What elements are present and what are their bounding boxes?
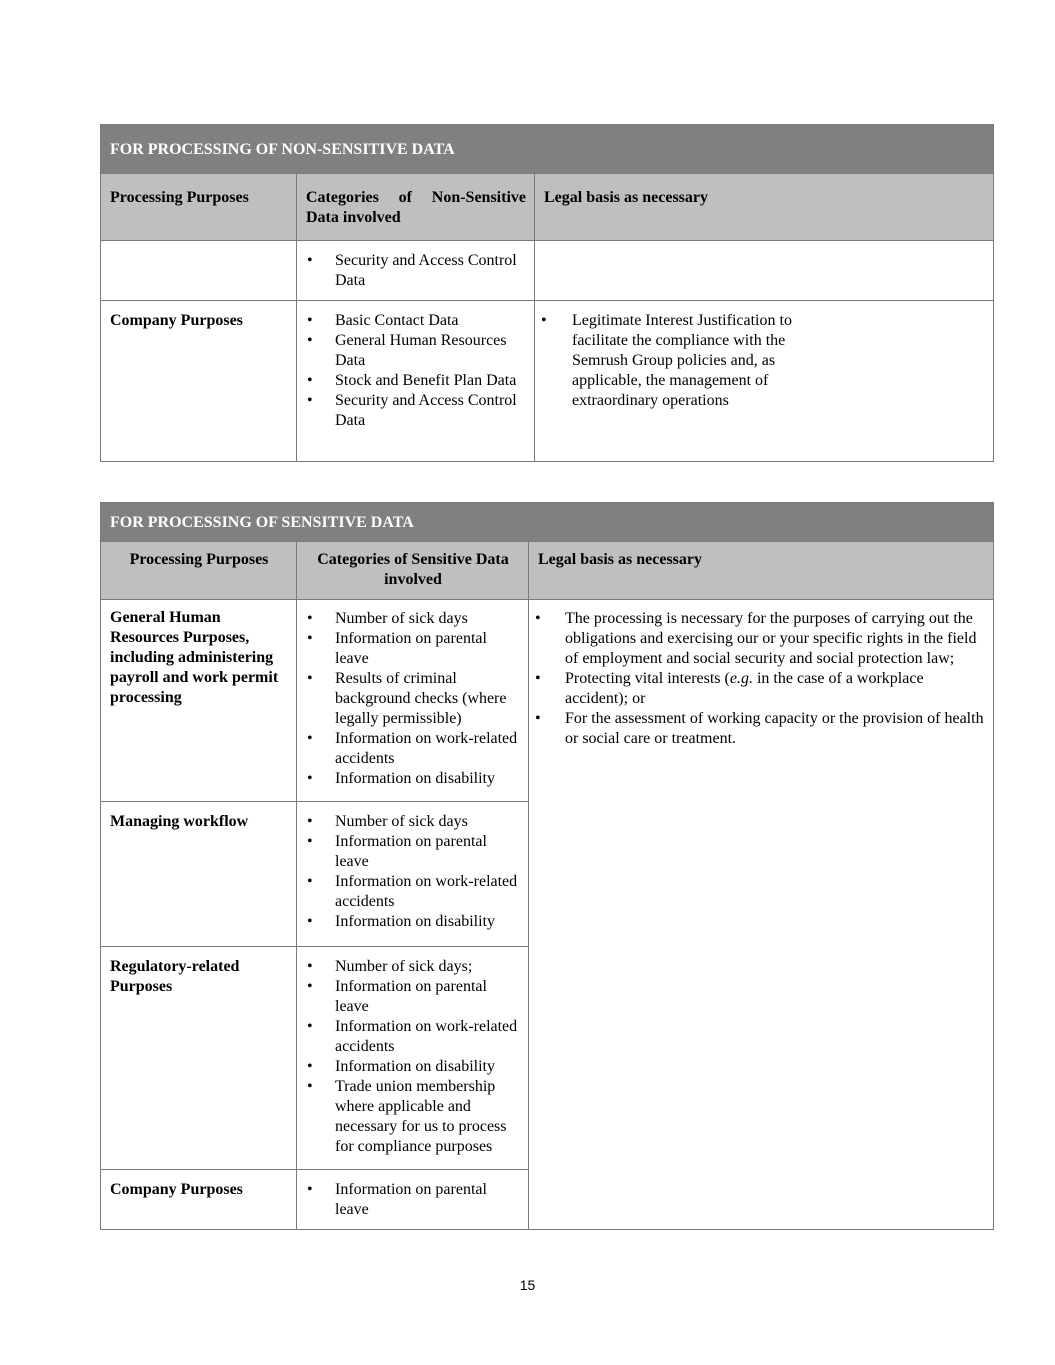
list-item (306, 832, 520, 872)
list-item-text: Information on parental leave (335, 978, 487, 1015)
bullet-icon: • (307, 1078, 313, 1095)
row-categories (297, 241, 535, 301)
list-item (541, 311, 805, 411)
list-item-text: Security and Access Control Data (335, 392, 517, 429)
row-purpose: Managing workflow (101, 802, 297, 947)
bullet-icon: • (307, 730, 313, 747)
header-legal-basis: Legal basis as necessary (535, 174, 994, 241)
list-item-text: Number of sick days; (335, 958, 473, 975)
list-item-text: Legitimate Interest Justification to facilitate the compliance with the Semrush Group policies and, as applicable, the management of extraordinary operations (572, 312, 792, 409)
bullet-icon: • (535, 710, 541, 727)
non-sensitive-table-title: FOR PROCESSING OF NON-SENSITIVE DATA (101, 125, 994, 174)
table-row (101, 600, 994, 802)
categories-list (306, 609, 520, 789)
list-item-text: Protecting vital interests (e.g. in the case of a workplace accident); or (565, 670, 924, 707)
list-item (306, 1017, 520, 1057)
row-purpose: Company Purposes (101, 301, 297, 462)
list-item (306, 1077, 520, 1157)
list-item (306, 391, 526, 431)
bullet-icon: • (307, 1181, 313, 1198)
list-item-text: Basic Contact Data (335, 312, 459, 329)
bullet-icon: • (541, 312, 547, 329)
bullet-icon: • (307, 610, 313, 627)
categories-list (306, 1180, 520, 1220)
bullet-icon: • (307, 978, 313, 995)
list-item-text: Security and Access Control Data (335, 252, 517, 289)
bullet-icon: • (307, 813, 313, 830)
bullet-icon: • (307, 833, 313, 850)
row-legal-basis (535, 301, 994, 462)
bullet-icon: • (307, 252, 313, 269)
list-item-text: Stock and Benefit Plan Data (335, 372, 517, 389)
sensitive-data-table (100, 502, 994, 1230)
bullet-icon: • (307, 1018, 313, 1035)
categories-list (306, 251, 526, 291)
header-non-sensitive-categories: Categories of Non-Sensitive Data involved (297, 174, 535, 241)
list-item (306, 812, 520, 832)
list-item-text: Information on work-related accidents (335, 730, 518, 767)
list-item (306, 371, 526, 391)
list-item (306, 957, 520, 977)
list-item (306, 251, 526, 291)
bullet-icon: • (307, 372, 313, 389)
header-legal-basis: Legal basis as necessary (529, 542, 994, 600)
list-item-text: Information on disability (335, 913, 495, 930)
row-categories (297, 802, 529, 947)
row-purpose: Company Purposes (101, 1170, 297, 1230)
list-item-text: For the assessment of working capacity or the provision of health or social care or treatment. (565, 710, 984, 747)
bullet-icon: • (307, 958, 313, 975)
bullet-icon: • (307, 670, 313, 687)
list-item-text: Information on parental leave (335, 630, 487, 667)
table-row (101, 241, 994, 301)
list-item-text: Results of criminal background checks (where legally permissible) (335, 670, 507, 727)
row-categories (297, 1170, 529, 1230)
list-item-text: Information on disability (335, 1058, 495, 1075)
header-processing-purposes: Processing Purposes (101, 174, 297, 241)
row-categories (297, 301, 535, 462)
list-item-text: Number of sick days (335, 813, 468, 830)
bullet-icon: • (307, 312, 313, 329)
page-number: 15 (519, 1277, 536, 1293)
header-processing-purposes: Processing Purposes (101, 542, 297, 600)
list-item (306, 1180, 520, 1220)
legal-basis-cell (529, 600, 994, 1230)
header-sensitive-categories: Categories of Sensitive Data involved (297, 542, 529, 600)
list-item (306, 629, 520, 669)
row-purpose: General Human Resources Purposes, including administering payroll and work permit processing (101, 600, 297, 802)
list-item (535, 709, 985, 749)
list-item (306, 977, 520, 1017)
row-purpose: Regulatory-related Purposes (101, 947, 297, 1170)
list-item (306, 872, 520, 912)
row-categories (297, 947, 529, 1170)
list-item (306, 331, 526, 371)
non-sensitive-data-table (100, 124, 994, 462)
list-item (306, 912, 520, 932)
list-item-text: Information on parental leave (335, 1181, 487, 1218)
list-item (306, 669, 520, 729)
list-item-text: Information on parental leave (335, 833, 487, 870)
list-item-text: Trade union membership where applicable and necessary for us to process for compliance purposes (335, 1078, 507, 1155)
bullet-icon: • (307, 332, 313, 349)
bullet-icon: • (307, 873, 313, 890)
list-item (535, 669, 985, 709)
bullet-icon: • (535, 670, 541, 687)
categories-list (306, 812, 520, 932)
bullet-icon: • (307, 630, 313, 647)
list-item (535, 609, 985, 669)
list-item (306, 609, 520, 629)
list-item-text: General Human Resources Data (335, 332, 507, 369)
categories-list (306, 311, 526, 431)
row-categories (297, 600, 529, 802)
bullet-icon: • (307, 913, 313, 930)
legal-basis-list (541, 311, 985, 411)
row-purpose (101, 241, 297, 301)
list-item-text: Information on disability (335, 770, 495, 787)
bullet-icon: • (307, 770, 313, 787)
sensitive-table-title: FOR PROCESSING OF SENSITIVE DATA (101, 503, 994, 542)
bullet-icon: • (307, 1058, 313, 1075)
bullet-icon: • (307, 392, 313, 409)
list-item (306, 1057, 520, 1077)
legal-basis-list (535, 609, 985, 749)
list-item-text: The processing is necessary for the purposes of carrying out the obligations and exercising our or your specific rights in the field of employment and social security and social protection law; (565, 610, 977, 667)
list-item (306, 311, 526, 331)
list-item (306, 769, 520, 789)
list-item-text: Information on work-related accidents (335, 1018, 518, 1055)
list-item-text: Information on work-related accidents (335, 873, 518, 910)
list-item-text: Number of sick days (335, 610, 468, 627)
bullet-icon: • (535, 610, 541, 627)
list-item (306, 729, 520, 769)
table-row (101, 301, 994, 462)
categories-list (306, 957, 520, 1157)
eg-abbreviation: e.g. (729, 670, 753, 687)
row-legal-basis (535, 241, 994, 301)
